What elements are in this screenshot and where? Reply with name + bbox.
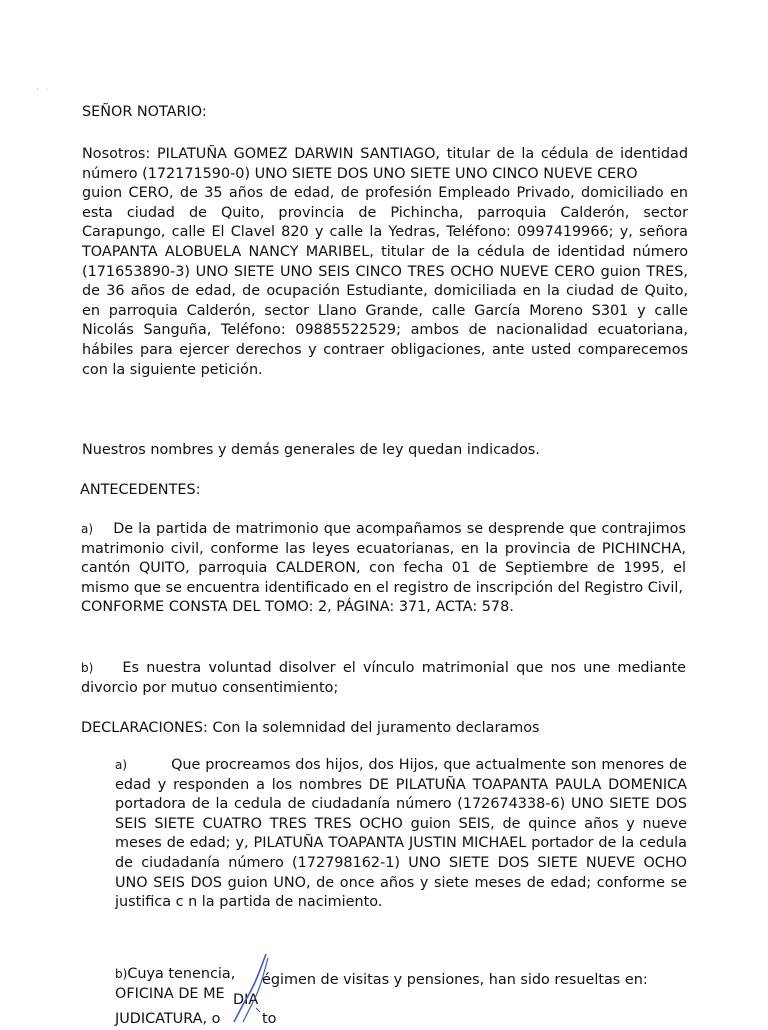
antecedente-b-text: Es nuestra voluntad disolver el vínculo matrimonial que nos une mediante divorcio por mutuo consentimiento;	[81, 660, 686, 696]
declaracion-b-line3-left: JUDICATURA, o	[115, 1011, 221, 1027]
antecedente-a-label: a)	[81, 522, 94, 536]
antecedente-a-text: De la partida de matrimonio que acompañamos se desprende que contrajimos matrimonio civil, conforme las leyes ecuatorianas, en la provincia de PICHINCHA, cantón QUITO, parroquia CALDERON, con fecha 01 de Septiembre de 1995, el mismo que se encuentra identificado en el registro de inscripción del Registro Civil,	[81, 521, 686, 596]
handwritten-signature-stroke	[226, 952, 276, 1024]
declaracion-b-line1-left	[115, 965, 235, 985]
antecedente-a	[81, 520, 686, 618]
generales-line: Nuestros nombres y demás generales de ley quedan indicados.	[82, 442, 540, 458]
declaracion-a-label: a)	[115, 758, 128, 772]
declaracion-b-line3-fragment: to	[262, 1011, 277, 1027]
declaracion-b-line1-right: égimen de visitas y pensiones, han sido resueltas en:	[262, 972, 648, 988]
antecedente-b-label: b)	[81, 661, 94, 675]
declaracion-b-label: b)	[115, 967, 128, 981]
declaracion-a	[115, 756, 687, 913]
intro-paragraph	[82, 145, 688, 380]
declaraciones-heading: DECLARACIONES: Con la solemnidad del juramento declaramos	[81, 720, 540, 736]
salutation: SEÑOR NOTARIO:	[82, 104, 207, 120]
declaracion-a-text: Que procreamos dos hijos, dos Hijos, que actualmente son menores de edad y responden a los nombres DE PILATUÑA TOAPANTA PAULA DOMENICA portadora de la cedula de ciudadanía número (172674338-6) UNO SIETE DOS SEIS SIETE CUATRO TRES TRES OCHO guion SEIS, de quince años y nueve meses de edad; y, PILATUÑA TOAPANTA JUSTIN MICHAEL portador de la cedula de ciudadanía número (172798162-1) UNO SIETE DOS SIETE NUEVE OCHO UNO SEIS DOS guion UNO, de once años y siete meses de edad; conforme se justifica c n la partida de nacimiento.	[115, 757, 687, 911]
declaracion-b-text-start: Cuya tenencia,	[127, 966, 236, 982]
antecedente-b	[81, 659, 686, 698]
declaracion-b-line2-fragment: DIA	[233, 992, 259, 1008]
corner-marks: ˙ ˙	[35, 88, 52, 99]
antecedentes-heading: ANTECEDENTES:	[80, 482, 201, 498]
antecedente-a-consta: CONFORME CONSTA DEL TOMO: 2, PÁGINA: 371, ACTA: 578.	[81, 599, 514, 616]
declaracion-b-line2-left: OFICINA DE ME	[115, 986, 225, 1002]
intro-head: Nosotros: PILATUÑA GOMEZ DARWIN SANTIAGO, titular de la cédula de identidad número (172171590-0) UNO SIETE DOS UNO SIETE UNO CINCO NUEVE CERO	[82, 146, 688, 182]
intro-body: guion CERO, de 35 años de edad, de profesión Empleado Privado, domiciliado en esta ciudad de Quito, provincia de Pichincha, parroquia Calderón, sector Carapungo, calle El Clavel 820 y calle la Yedras, Teléfono: 0997419966; y, señora TOAPANTA ALOBUELA NANCY MARIBEL, titular de la cédula de identidad número (171653890-3) UNO SIETE UNO SEIS CINCO TRES OCHO NUEVE CERO guion TRES, de 36 años de edad, de ocupación Estudiante, domiciliada en la ciudad de Quito, en parroquia Calderón, sector Llano Grande, calle García Moreno S301 y calle Nicolás Sanguña, Teléfono: 09885522529; ambos de nacionalidad ecuatoriana, hábiles para ejercer derechos y contraer obligaciones, ante usted comparecemos con la siguiente petición.	[82, 185, 688, 378]
